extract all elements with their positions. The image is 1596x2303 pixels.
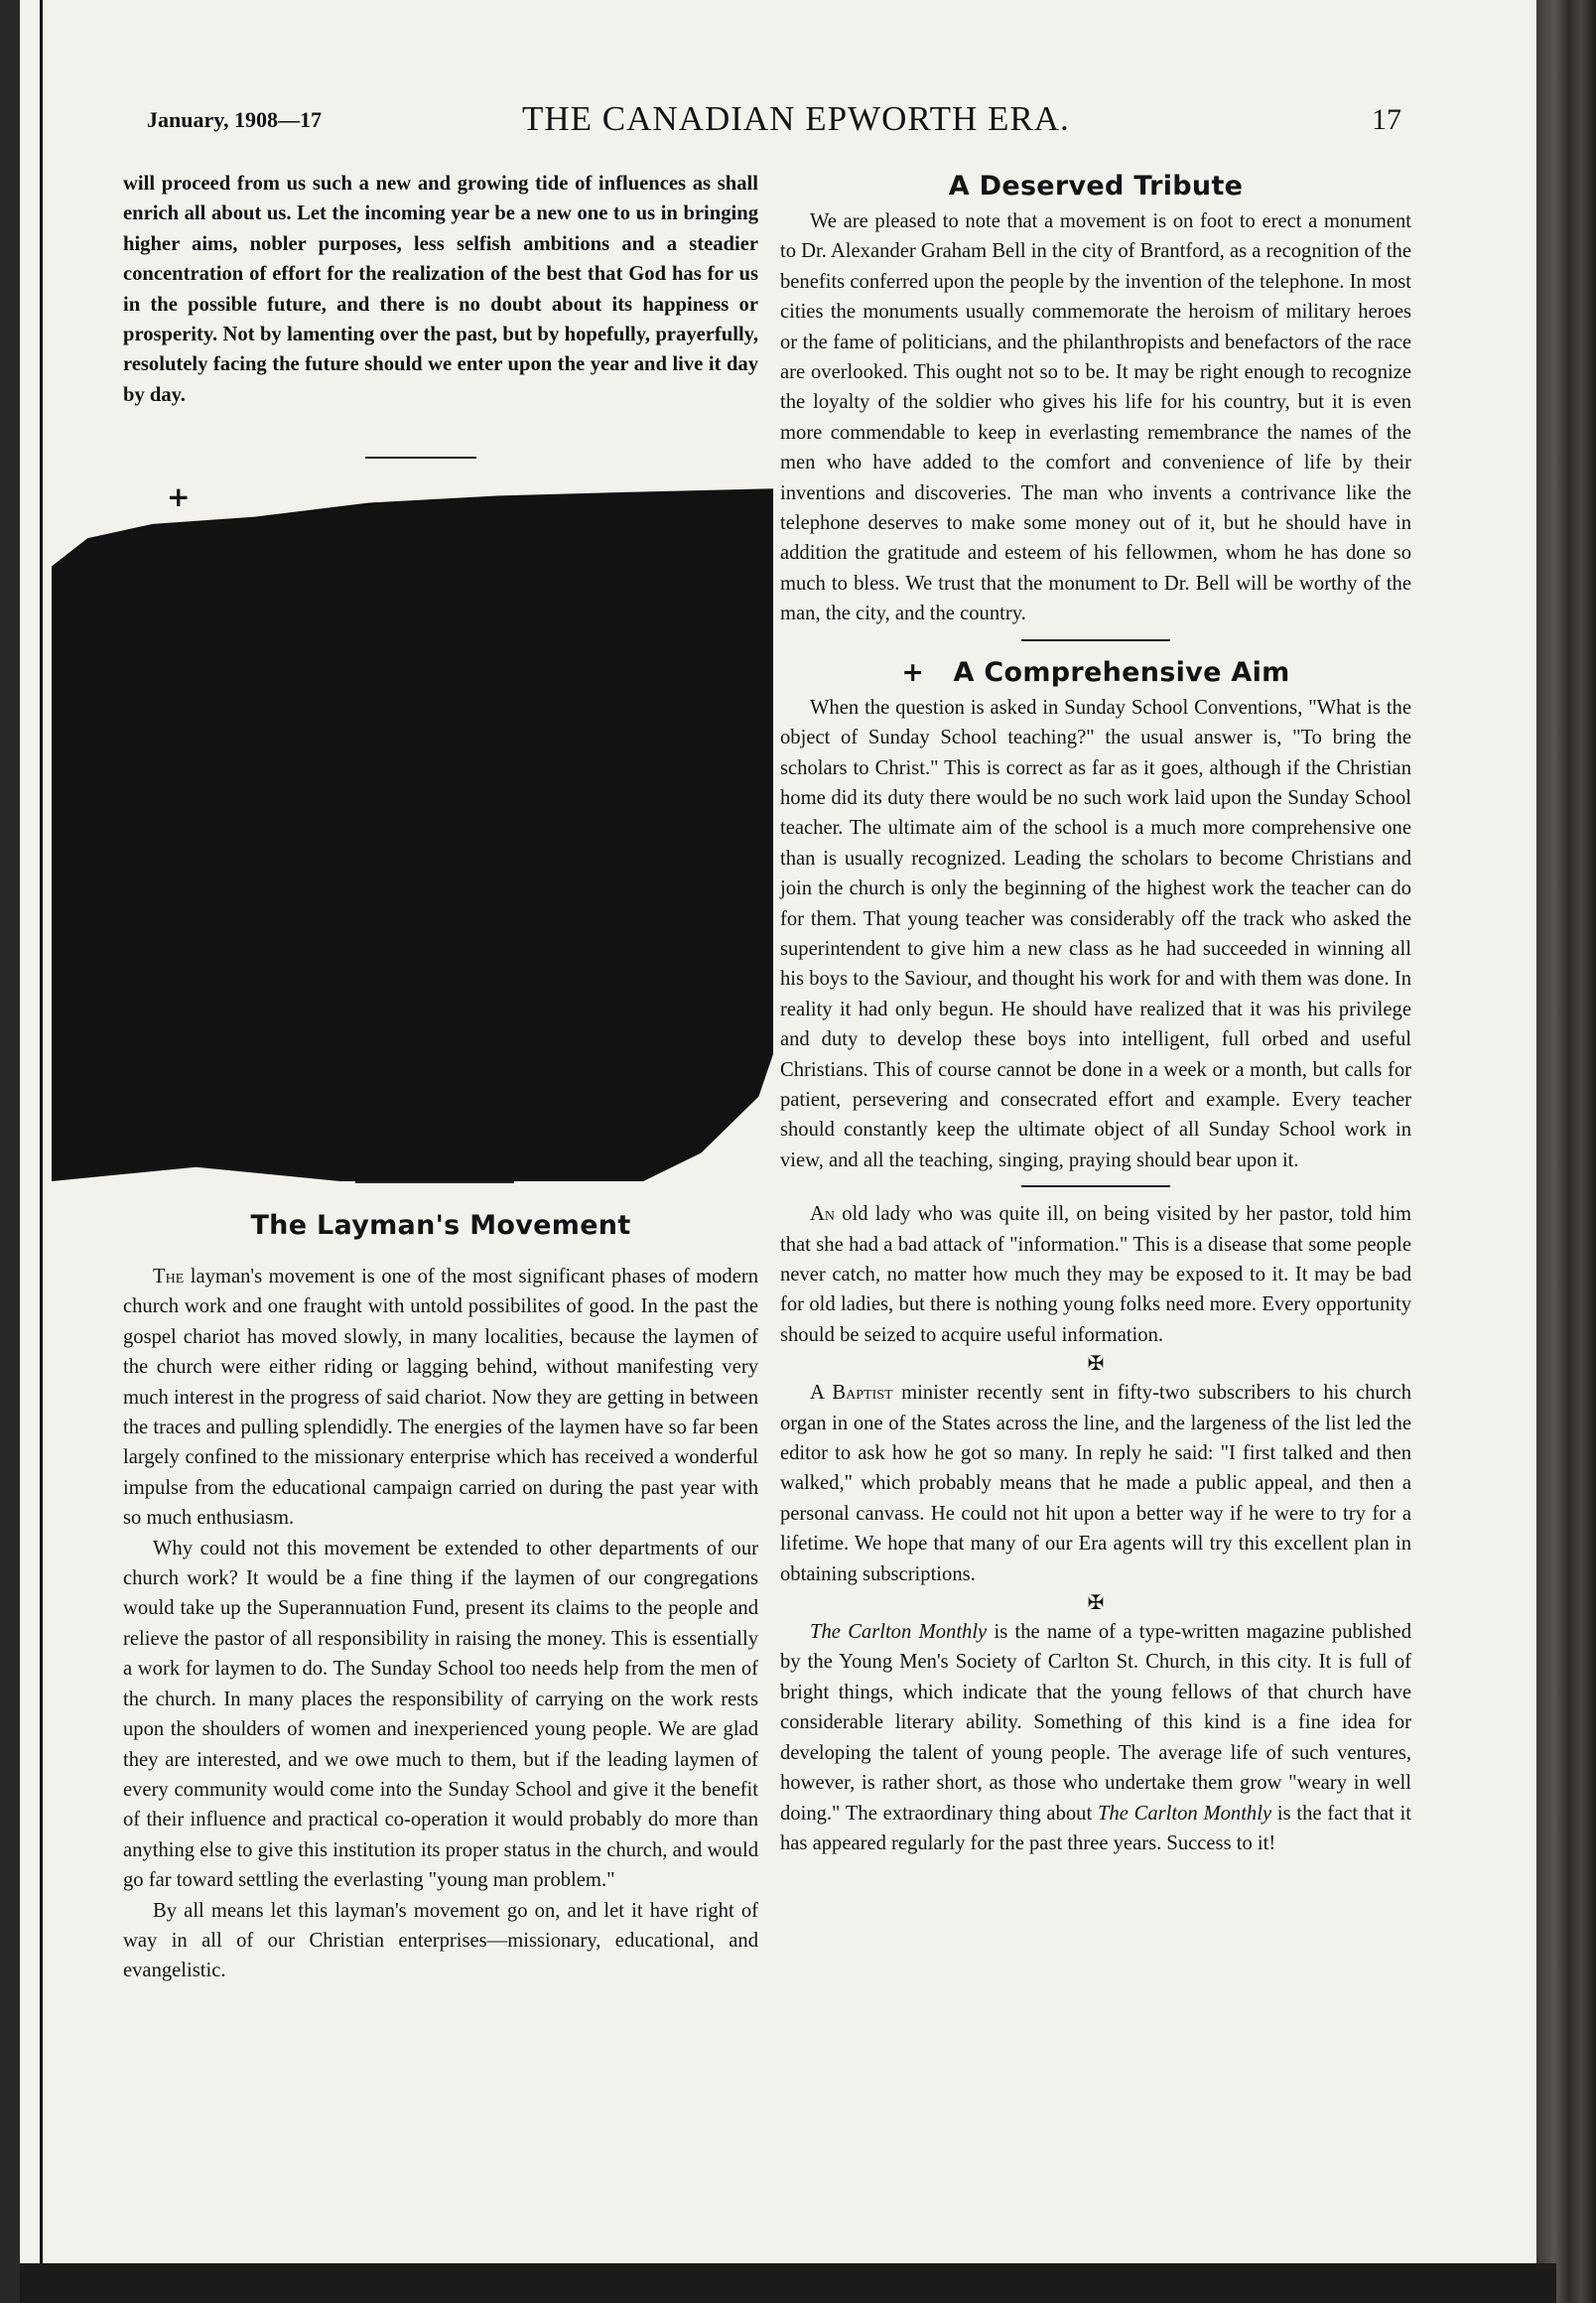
right-column: [780, 167, 1411, 1858]
lead-word: The: [153, 1266, 185, 1287]
aim-paragraph: When the question is asked in Sunday School Conventions, "What is the object of Sunday School teaching?" the usual answer is, "To bring the scholars to Christ." This is correct as far as it goes, although if the Christian home did its duty there would be no such work laid upon the Sunday School teacher. The ultimate aim of the school is a much more comprehensive one than is usually recognized. Leading the scholars to become Christians and join the church is only the beginning of the highest work the teacher can do for them. That young teacher was considerably off the track who asked the superintendent to give him a new class as he had succeeded in winning all his boys to the Saviour, and thought his work for and with them was done. In reality it had only begun. He should have realized that it was his privilege and duty to develop these boys into intelligent, full orbed and useful Christians. This of course cannot be done in a week or a month, but calls for patient, persevering and consecrated effort and example. Every teacher should constantly keep the ultimate object of all Sunday School work in view, and all the teaching, singing, praying should bear upon it.: [780, 696, 1411, 1171]
publication-title: The Carlton Monthly: [810, 1621, 988, 1644]
maltese-cross-ornament: ✠: [1087, 1592, 1105, 1615]
margin-mark: +: [901, 656, 925, 688]
tribute-paragraph: We are pleased to note that a movement is on foot to erect a monument to Dr. Alexander Graham Bell in the city of Brantford, as a recognition of the benefits conferred upon the people by the invention of the telephone. In most cities the monuments usually commemorate the heroism of military heroes or the fame of politicians, and the philanthropists and benefactors of the race are overlooked. This ought not so to be. It may be right enough to recognize the loyalty of the soldier who gives his life for his country, but it is even more commendable to keep in everlasting remembrance the names of the men who have added to the comfort and convenience of life by their inventions and discoveries. The man who invents a contrivance like the telephone deserves to make some money out of it, but he should have in addition the gratitude and esteem of his fellowmen, whom he has done so much to bless. We trust that the monument to Dr. Bell will be worthy of the man, the city, and the country.: [780, 210, 1411, 625]
publication-title: The Carlton Monthly: [1097, 1802, 1272, 1825]
baptist-paragraph: [780, 1378, 1411, 1589]
intro-paragraph: will proceed from us such a new and growing tide of influences as shall enrich all about us. Let the incoming year be a new one to us in bringing higher aims, nobler purposes, less selfish ambitions and a steadier concentration of effort for the realization of the best that God has for us in the possible future, and there is no doubt about its happiness or prosperity. Not by lamenting over the past, but by hopefully, prayerfully, resolutely facing the future should we enter upon the year and live it day by day.: [123, 173, 758, 406]
maltese-cross-ornament: ✠: [1087, 1353, 1105, 1376]
deserved-tribute-heading: A Deserved Tribute: [948, 171, 1244, 202]
section-rule: [355, 1181, 514, 1183]
running-head-title: THE CANADIAN EPWORTH ERA.: [522, 99, 1070, 138]
paragraph-text: minister recently sent in fifty-two subscribers to his church organ in one of the States across the line, and the largeness of the list led the editor to ask how he got so many. In reply he said: "I first talked and then walked," which probably means that he made a public appeal, and then a personal canvass. He could not hit upon a better way if he were to try for a lifetime. We hope that many of our Era agents will try this excellent plan in obtaining subscriptions.: [780, 1382, 1411, 1585]
layman-movement-heading: The Layman's Movement: [250, 1210, 631, 1241]
section-rule: [1021, 1185, 1170, 1187]
old-lady-paragraph: [780, 1199, 1411, 1350]
paragraph-text: layman's movement is one of the most significant phases of modern church work and one fraught with untold possibilites of good. In the past the gospel chariot has moved slowly, in many localities, because the laymen of the church were either riding or lagging behind, without manifesting very much interest in the progress of said chariot. Now they are getting in between the traces and pulling splendidly. The energies of the laymen have so far been largely confined to the missionary enterprise which has received a wonderful impulse from the educational campaign carried on during the past year with so much enthusiasm.: [123, 1266, 758, 1530]
section-rule: [1021, 639, 1170, 641]
carlton-paragraph: [780, 1617, 1411, 1858]
binding-gutter: [40, 0, 43, 2303]
paragraph-text: old lady who was quite ill, on being visited by her pastor, told him that she had a bad attack of "information." This is a disease that some people never catch, no matter how much they may be exposed to it. It may be bad for old ladies, but there is nothing young folks need more. Every opportunity should be seized to acquire useful information.: [780, 1203, 1411, 1346]
running-head-date: January, 1908—17: [147, 107, 323, 132]
comprehensive-aim-heading: [780, 653, 1411, 693]
lead-word: An: [810, 1203, 835, 1226]
margin-mark: +: [167, 480, 191, 513]
page-bottom-edge: [20, 2263, 1556, 2303]
section-rule: [365, 457, 476, 459]
left-column-intro: [123, 169, 758, 410]
page-number: 17: [1372, 103, 1401, 136]
layman-heading-wrap: [123, 1206, 758, 1246]
layman-paragraph-1: [123, 1262, 758, 1534]
left-column-layman: [123, 1262, 758, 1986]
lead-word: A Baptist: [810, 1382, 893, 1405]
layman-paragraph-3: By all means let this layman's movement go on, and let it have right of way in all of our Christian enterprises—missionary, educational, and evangelistic.: [123, 1899, 758, 1982]
heading-text: A Comprehensive Aim: [953, 656, 1290, 688]
redacted-image-area: [52, 474, 773, 1181]
layman-paragraph-2: Why could not this movement be extended to other departments of our church work? It would be a fine thing if the laymen of our congregations would take up the Superannuation Fund, present its claims to the people and relieve the pastor of all responsibility in raising the money. This is essentially a work for laymen to do. The Sunday School too needs help from the men of the church. In many places the responsibility of carrying on the work rests upon the shoulders of women and inexperienced young people. We are glad they are interested, and we owe much to them, but if the leading laymen of every community would come into the Sunday School and give it the benefit of their influence and practical co-operation it would probably do more than anything else to give this institution its proper status in the church, and would go far toward settling the everlasting "young man problem.": [123, 1537, 758, 1892]
paragraph-text: is the fact that it has appeared regularly for the past three years. Success to it!: [780, 1802, 1411, 1854]
book-spine: [1536, 0, 1596, 2303]
paragraph-text: is the name of a type-written magazine published by the Young Men's Society of Carlton St. Church, in this city. It is full of bright things, which indicate that the young fellows of that church have considerable literary ability. Something of this kind is a fine idea for developing the talent of young people. The average life of such ventures, however, is rather short, as those who undertake them grow "weary in well doing." The extraordinary thing about: [780, 1621, 1411, 1825]
